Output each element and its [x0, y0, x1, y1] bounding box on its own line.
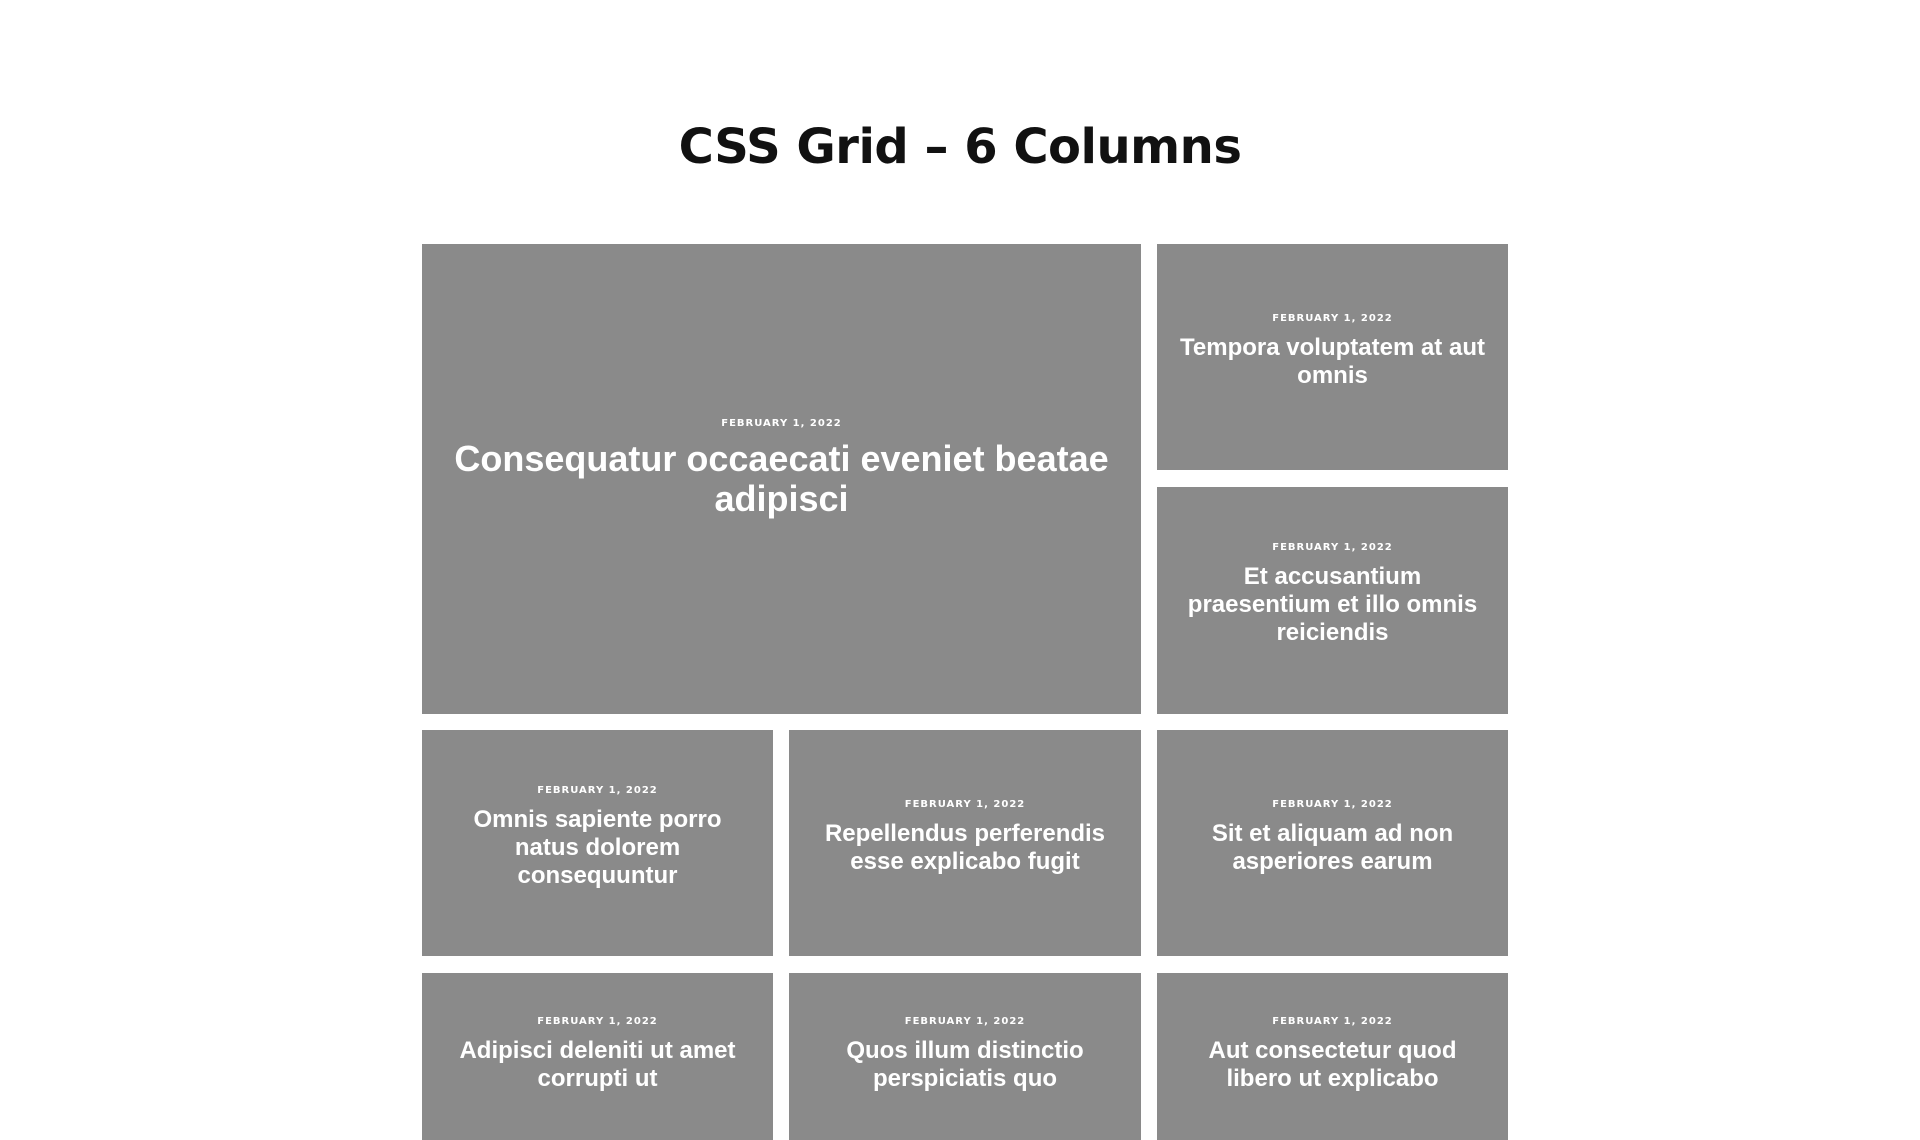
post-date: FEBRUARY 1, 2022	[904, 1016, 1026, 1027]
post-card[interactable]	[1157, 244, 1508, 470]
post-date: FEBRUARY 1, 2022	[1272, 312, 1393, 324]
post-card[interactable]	[789, 730, 1141, 956]
post-date: FEBRUARY 1, 2022	[904, 798, 1026, 810]
post-title-link[interactable]: Sit et aliquam ad non asperiores earum	[1211, 819, 1454, 875]
post-title-link[interactable]: Consequatur occaecati eveniet beatae adipisci	[454, 437, 1109, 519]
post-card-featured[interactable]	[422, 244, 1141, 714]
post-date: FEBRUARY 1, 2022	[1272, 542, 1393, 553]
post-date: FEBRUARY 1, 2022	[537, 1016, 658, 1027]
post-title-link[interactable]: Quos illum distinctio perspiciatis quo	[846, 1037, 1084, 1092]
post-date: FEBRUARY 1, 2022	[721, 417, 842, 429]
post-date: FEBRUARY 1, 2022	[1272, 1016, 1393, 1027]
post-card[interactable]	[789, 973, 1141, 1140]
post-title-link[interactable]: Repellendus perferendis esse explicabo fugit	[824, 819, 1106, 875]
post-card[interactable]	[1157, 973, 1508, 1140]
post-title-link[interactable]: Omnis sapiente porro natus dolorem consequuntur	[473, 805, 722, 889]
post-date: FEBRUARY 1, 2022	[537, 784, 658, 796]
post-title-link[interactable]: Aut consectetur quod libero ut explicabo	[1208, 1037, 1457, 1092]
page-title: CSS Grid – 6 Columns	[678, 119, 1242, 175]
post-card[interactable]	[1157, 487, 1508, 714]
post-date: FEBRUARY 1, 2022	[1272, 798, 1393, 810]
post-card[interactable]	[422, 973, 773, 1140]
post-title-link[interactable]: Adipisci deleniti ut amet corrupti ut	[459, 1037, 736, 1092]
post-card[interactable]	[422, 730, 773, 956]
post-title-link[interactable]: Et accusantium praesentium et illo omnis reiciendis	[1187, 563, 1478, 646]
post-card[interactable]	[1157, 730, 1508, 956]
post-title-link[interactable]: Tempora voluptatem at aut omnis	[1180, 333, 1485, 389]
